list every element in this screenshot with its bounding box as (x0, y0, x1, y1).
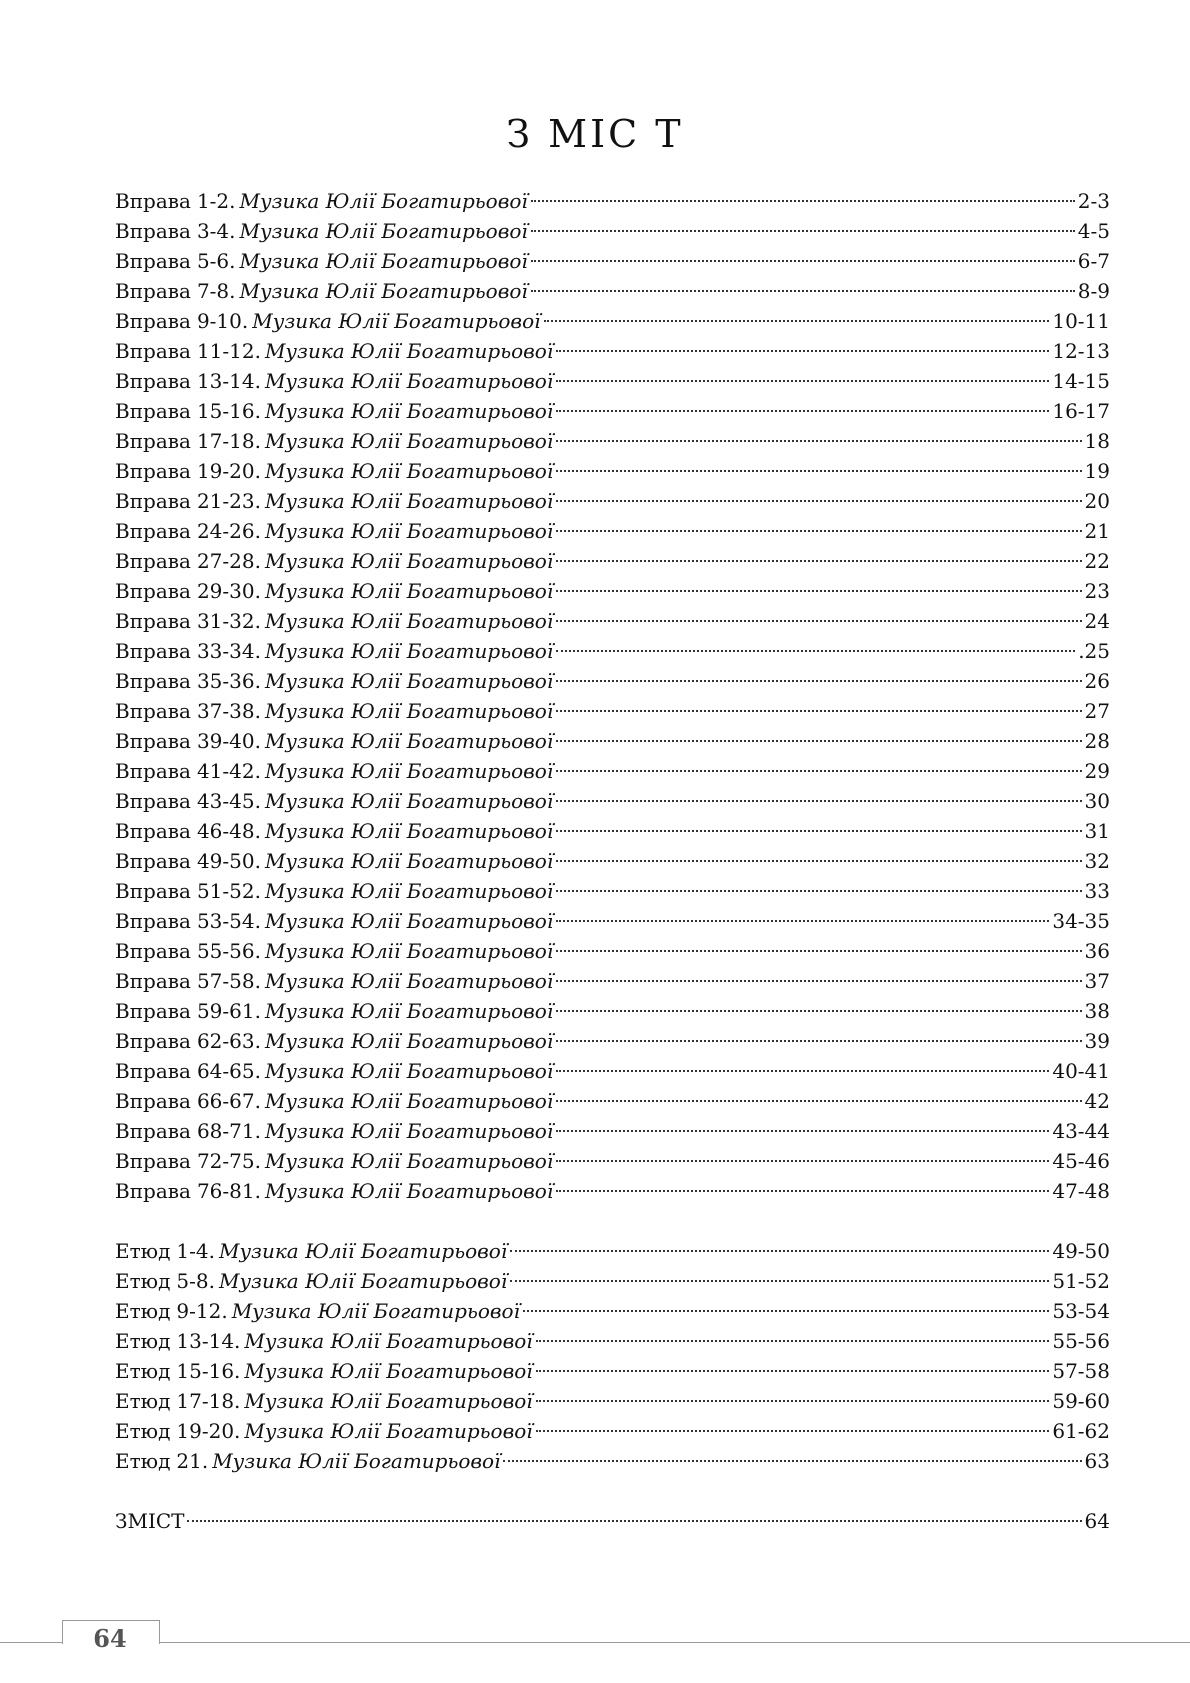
entry-number: 64-65. (196, 1059, 261, 1083)
entry-page: 16-17 (1052, 399, 1110, 423)
entry-number: 24-26. (196, 519, 261, 543)
entry-page: 10-11 (1052, 309, 1110, 333)
entry-label: Вправа (115, 669, 191, 693)
exercise-row[interactable] (115, 1056, 1110, 1086)
entry-page: 21 (1084, 519, 1110, 543)
entry-author: Музика Юлії Богатирьової (264, 969, 554, 993)
exercise-row[interactable] (115, 366, 1110, 396)
entry-number: 31-32. (196, 609, 261, 633)
entry-number: 62-63. (196, 1029, 261, 1053)
dot-leader (536, 1400, 1050, 1402)
entry-page: 22 (1084, 549, 1110, 573)
entry-number: 15-16. (176, 1359, 241, 1383)
entry-label: Вправа (115, 219, 191, 243)
exercise-row[interactable] (115, 1086, 1110, 1116)
entry-number: 68-71. (196, 1119, 261, 1143)
entry-page: 53-54 (1052, 1299, 1110, 1323)
entry-page: 14-15 (1052, 369, 1110, 393)
etude-row[interactable] (115, 1416, 1110, 1446)
dot-leader (556, 980, 1081, 982)
entry-author: Музика Юлії Богатирьової (264, 699, 554, 723)
dot-leader (556, 590, 1081, 592)
etude-row[interactable] (115, 1446, 1110, 1476)
entry-number: 9-10. (196, 309, 249, 333)
entry-number: 51-52. (196, 879, 261, 903)
entry-page: 64 (1084, 1509, 1110, 1533)
entry-page: 47-48 (1052, 1179, 1110, 1203)
exercise-row[interactable] (115, 786, 1110, 816)
exercise-row[interactable] (115, 756, 1110, 786)
dot-leader (556, 1070, 1049, 1072)
dot-leader (531, 260, 1075, 262)
entry-author: Музика Юлії Богатирьової (218, 1239, 508, 1263)
entry-label: Вправа (115, 849, 191, 873)
entry-page: 61-62 (1052, 1419, 1110, 1443)
entry-author: Музика Юлії Богатирьової (264, 879, 554, 903)
entry-number: 35-36. (196, 669, 261, 693)
entry-author: Музика Юлії Богатирьової (264, 789, 554, 813)
dot-leader (556, 1010, 1081, 1012)
entry-label: Вправа (115, 579, 191, 603)
dot-leader (510, 1280, 1049, 1282)
exercise-row[interactable] (115, 996, 1110, 1026)
entry-number: 17-18. (176, 1389, 241, 1413)
entry-number: 37-38. (196, 699, 261, 723)
entry-label: Вправа (115, 609, 191, 633)
entry-label: Етюд (115, 1329, 171, 1353)
entry-number: 7-8. (196, 279, 236, 303)
entry-label: Етюд (115, 1419, 171, 1443)
entry-page: 38 (1084, 999, 1110, 1023)
entry-page: 42 (1084, 1089, 1110, 1113)
entry-author: Музика Юлії Богатирьової (264, 519, 554, 543)
entry-author: Музика Юлії Богатирьової (264, 579, 554, 603)
entry-label: Етюд (115, 1449, 171, 1473)
entry-label: Вправа (115, 1059, 191, 1083)
entry-number: 29-30. (196, 579, 261, 603)
entry-author: Музика Юлії Богатирьової (264, 339, 554, 363)
entry-label: Вправа (115, 969, 191, 993)
footer-rule (0, 1642, 1190, 1643)
entry-label: Вправа (115, 1179, 191, 1203)
entry-label: Вправа (115, 789, 191, 813)
entry-page: 20 (1084, 489, 1110, 513)
entry-author: Музика Юлії Богатирьової (264, 1119, 554, 1143)
entry-number: 39-40. (196, 729, 261, 753)
toc-row-contents[interactable] (115, 1506, 1110, 1536)
entry-number: 15-16. (196, 399, 261, 423)
entry-page: 31 (1084, 819, 1110, 843)
entry-number: 17-18. (196, 429, 261, 453)
entry-page: 39 (1084, 1029, 1110, 1053)
entry-number: 55-56. (196, 939, 261, 963)
dot-leader (556, 1100, 1081, 1102)
entry-label: Етюд (115, 1269, 171, 1293)
exercise-row[interactable] (115, 576, 1110, 606)
entry-page: 27 (1084, 699, 1110, 723)
entry-author: Музика Юлії Богатирьової (264, 1029, 554, 1053)
entry-number: 72-75. (196, 1149, 261, 1173)
entry-page: 33 (1084, 879, 1110, 903)
contents-entry-group (115, 1506, 1110, 1536)
dot-leader (531, 290, 1075, 292)
entry-author: Музика Юлії Богатирьової (264, 1179, 554, 1203)
table-of-contents (115, 186, 1110, 1536)
etude-row[interactable] (115, 1266, 1110, 1296)
entry-page: 26 (1084, 669, 1110, 693)
dot-leader (556, 710, 1081, 712)
etude-row[interactable] (115, 1386, 1110, 1416)
etude-row[interactable] (115, 1326, 1110, 1356)
entry-label: Вправа (115, 909, 191, 933)
exercise-row[interactable] (115, 876, 1110, 906)
entry-label: Вправа (115, 279, 191, 303)
entry-label: Вправа (115, 759, 191, 783)
dot-leader (556, 1160, 1049, 1162)
entry-author: Музика Юлії Богатирьової (264, 1089, 554, 1113)
dot-leader (556, 560, 1081, 562)
entry-number: 53-54. (196, 909, 261, 933)
dot-leader (503, 1460, 1081, 1462)
entry-author: Музика Юлії Богатирьової (212, 1449, 501, 1473)
entry-label: Вправа (115, 1149, 191, 1173)
dot-leader (556, 800, 1081, 802)
dot-leader (556, 740, 1081, 742)
entry-author: Музика Юлії Богатирьової (252, 309, 541, 333)
entry-label: Вправа (115, 729, 191, 753)
exercise-row[interactable] (115, 636, 1110, 666)
etude-row[interactable] (115, 1296, 1110, 1326)
entry-author: Музика Юлії Богатирьової (218, 1269, 508, 1293)
entry-page: 2-3 (1077, 189, 1110, 213)
entry-author: Музика Юлії Богатирьової (264, 849, 554, 873)
entry-number: 13-14. (196, 369, 261, 393)
entry-number: 49-50. (196, 849, 261, 873)
entry-label: Вправа (115, 369, 191, 393)
dot-leader (523, 1310, 1049, 1312)
entry-page: 45-46 (1052, 1149, 1110, 1173)
entry-label: Вправа (115, 249, 191, 273)
exercise-row[interactable] (115, 816, 1110, 846)
exercise-row[interactable] (115, 1116, 1110, 1146)
exercise-row[interactable] (115, 276, 1110, 306)
entry-label: Вправа (115, 639, 191, 663)
dot-leader (556, 470, 1081, 472)
dot-leader (556, 650, 1075, 652)
entry-label: Вправа (115, 519, 191, 543)
entry-author: Музика Юлії Богатирьової (264, 1059, 554, 1083)
dot-leader (556, 860, 1081, 862)
entry-number: 1-4. (176, 1239, 215, 1263)
entry-page: 37 (1084, 969, 1110, 993)
entry-label: Вправа (115, 429, 191, 453)
entry-page: 19 (1084, 459, 1110, 483)
entry-label: Вправа (115, 459, 191, 483)
exercise-row[interactable] (115, 1176, 1110, 1206)
exercise-row[interactable] (115, 486, 1110, 516)
entry-label: ЗМІСТ (115, 1509, 185, 1533)
etude-row[interactable] (115, 1236, 1110, 1266)
dot-leader (556, 830, 1081, 832)
entry-author: Музика Юлії Богатирьової (239, 279, 528, 303)
entry-author: Музика Юлії Богатирьової (264, 939, 554, 963)
entry-page: 34-35 (1052, 909, 1110, 933)
entry-author: Музика Юлії Богатирьової (244, 1359, 533, 1383)
exercise-row[interactable] (115, 1146, 1110, 1176)
exercise-row[interactable] (115, 306, 1110, 336)
dot-leader (531, 230, 1075, 232)
entry-label: Вправа (115, 939, 191, 963)
entry-number: 5-8. (176, 1269, 215, 1293)
entry-number: 1-2. (196, 189, 236, 213)
entry-number: 21-23. (196, 489, 261, 513)
entry-author: Музика Юлії Богатирьової (264, 909, 554, 933)
dot-leader (556, 950, 1081, 952)
entry-author: Музика Юлії Богатирьової (264, 429, 554, 453)
entry-number: 19-20. (176, 1419, 241, 1443)
exercise-row[interactable] (115, 666, 1110, 696)
entry-author: Музика Юлії Богатирьової (264, 999, 554, 1023)
entry-label: Вправа (115, 1119, 191, 1143)
entry-number: 66-67. (196, 1089, 261, 1113)
entry-author: Музика Юлії Богатирьової (231, 1299, 520, 1323)
exercise-row[interactable] (115, 186, 1110, 216)
entry-label: Вправа (115, 339, 191, 363)
entry-number: 5-6. (196, 249, 236, 273)
dot-leader (187, 1520, 1081, 1522)
entry-number: 57-58. (196, 969, 261, 993)
etude-row[interactable] (115, 1356, 1110, 1386)
exercise-row[interactable] (115, 726, 1110, 756)
entry-page: 40-41 (1052, 1059, 1110, 1083)
dot-leader (556, 1130, 1049, 1132)
dot-leader (536, 1430, 1050, 1432)
entry-author: Музика Юлії Богатирьової (264, 1149, 554, 1173)
entry-page: 36 (1084, 939, 1110, 963)
page-number: 64 (93, 1624, 127, 1653)
exercise-row[interactable] (115, 336, 1110, 366)
entry-page: .25 (1078, 639, 1110, 663)
dot-leader (556, 890, 1081, 892)
entry-page: 49-50 (1052, 1239, 1110, 1263)
entry-page: 29 (1084, 759, 1110, 783)
entry-author: Музика Юлії Богатирьової (264, 609, 554, 633)
entry-author: Музика Юлії Богатирьової (244, 1389, 533, 1413)
exercise-row[interactable] (115, 546, 1110, 576)
entry-label: Вправа (115, 819, 191, 843)
dot-leader (556, 530, 1081, 532)
entry-label: Етюд (115, 1239, 171, 1263)
entry-author: Музика Юлії Богатирьової (239, 249, 528, 273)
entry-number: 33-34. (196, 639, 261, 663)
entry-author: Музика Юлії Богатирьової (264, 639, 554, 663)
exercise-row[interactable] (115, 606, 1110, 636)
dot-leader (510, 1250, 1049, 1252)
dot-leader (556, 1040, 1081, 1042)
dot-leader (536, 1340, 1050, 1342)
dot-leader (556, 770, 1081, 772)
entry-label: Вправа (115, 399, 191, 423)
exercise-row[interactable] (115, 696, 1110, 726)
entry-author: Музика Юлії Богатирьової (264, 669, 554, 693)
entry-number: 3-4. (196, 219, 236, 243)
entry-author: Музика Юлії Богатирьової (264, 489, 554, 513)
entry-number: 9-12. (176, 1299, 228, 1323)
exercise-row[interactable] (115, 936, 1110, 966)
dot-leader (556, 920, 1049, 922)
entry-label: Вправа (115, 189, 191, 213)
entry-label: Вправа (115, 879, 191, 903)
exercise-row[interactable] (115, 456, 1110, 486)
entry-page: 32 (1084, 849, 1110, 873)
entry-page: 57-58 (1052, 1359, 1110, 1383)
entry-number: 11-12. (196, 339, 261, 363)
entry-author: Музика Юлії Богатирьової (264, 759, 554, 783)
entry-number: 19-20. (196, 459, 261, 483)
entry-author: Музика Юлії Богатирьової (264, 369, 554, 393)
exercise-row[interactable] (115, 216, 1110, 246)
entry-page: 23 (1084, 579, 1110, 603)
exercise-row[interactable] (115, 426, 1110, 456)
entry-page: 55-56 (1052, 1329, 1110, 1353)
dot-leader (556, 350, 1049, 352)
exercises-list (115, 186, 1110, 1206)
entry-author: Музика Юлії Богатирьової (239, 219, 528, 243)
dot-leader (544, 320, 1050, 322)
exercise-row[interactable] (115, 966, 1110, 996)
etudes-list (115, 1236, 1110, 1476)
entry-number: 27-28. (196, 549, 261, 573)
exercise-row[interactable] (115, 516, 1110, 546)
dot-leader (556, 1190, 1049, 1192)
dot-leader (556, 410, 1049, 412)
entry-author: Музика Юлії Богатирьової (264, 549, 554, 573)
entry-author: Музика Юлії Богатирьової (264, 819, 554, 843)
entry-number: 41-42. (196, 759, 261, 783)
dot-leader (556, 380, 1049, 382)
dot-leader (556, 620, 1081, 622)
entry-label: Етюд (115, 1299, 171, 1323)
entry-number: 43-45. (196, 789, 261, 813)
entry-label: Вправа (115, 309, 191, 333)
entry-page: 63 (1084, 1449, 1110, 1473)
entry-number: 21. (176, 1449, 209, 1473)
entry-label: Вправа (115, 1089, 191, 1113)
entry-page: 18 (1084, 429, 1110, 453)
entry-page: 24 (1084, 609, 1110, 633)
entry-label: Етюд (115, 1359, 171, 1383)
entry-page: 30 (1084, 789, 1110, 813)
page-title: З МІС Т (506, 112, 684, 156)
entry-label: Вправа (115, 999, 191, 1023)
dot-leader (556, 500, 1081, 502)
dot-leader (556, 680, 1081, 682)
entry-page: 12-13 (1052, 339, 1110, 363)
exercise-row[interactable] (115, 906, 1110, 936)
entry-number: 59-61. (196, 999, 261, 1023)
exercise-row[interactable] (115, 396, 1110, 426)
entry-page: 6-7 (1077, 249, 1110, 273)
entry-label: Етюд (115, 1389, 171, 1413)
entry-label: Вправа (115, 489, 191, 513)
entry-author: Музика Юлії Богатирьової (239, 189, 528, 213)
entry-author: Музика Юлії Богатирьової (264, 399, 554, 423)
entry-number: 76-81. (196, 1179, 261, 1203)
entry-page: 8-9 (1077, 279, 1110, 303)
entry-page: 28 (1084, 729, 1110, 753)
entry-page: 51-52 (1052, 1269, 1110, 1293)
entry-author: Музика Юлії Богатирьової (264, 729, 554, 753)
entry-label: Вправа (115, 699, 191, 723)
dot-leader (536, 1370, 1050, 1372)
entry-label: Вправа (115, 1029, 191, 1053)
entry-author: Музика Юлії Богатирьової (244, 1329, 533, 1353)
entry-page: 59-60 (1052, 1389, 1110, 1413)
entry-author: Музика Юлії Богатирьової (264, 459, 554, 483)
entry-label: Вправа (115, 549, 191, 573)
exercise-row[interactable] (115, 246, 1110, 276)
entry-number: 13-14. (176, 1329, 241, 1353)
exercise-row[interactable] (115, 846, 1110, 876)
entry-page: 4-5 (1077, 219, 1110, 243)
exercise-row[interactable] (115, 1026, 1110, 1056)
entry-number: 46-48. (196, 819, 261, 843)
entry-page: 43-44 (1052, 1119, 1110, 1143)
dot-leader (531, 200, 1075, 202)
dot-leader (556, 440, 1081, 442)
entry-author: Музика Юлії Богатирьової (244, 1419, 533, 1443)
